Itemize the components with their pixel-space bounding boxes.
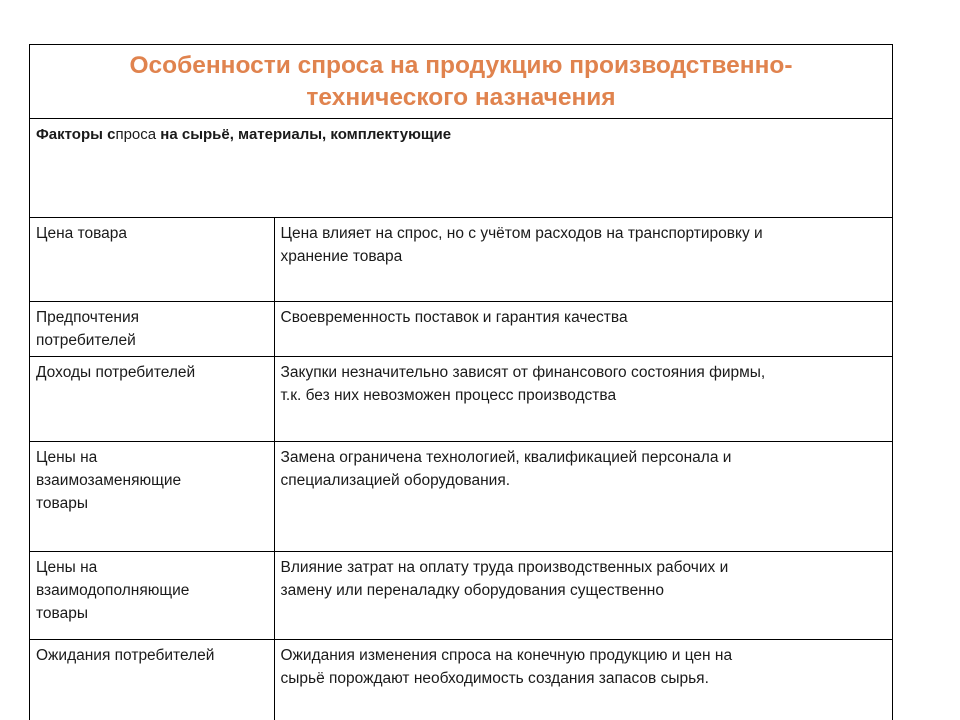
factor-cell — [30, 302, 274, 357]
factor-line: потребителей — [36, 332, 136, 349]
factor-line: Цена товара — [36, 225, 128, 242]
factor-line: товары — [36, 605, 88, 622]
table-row — [30, 442, 892, 552]
description-line: т.к. без них невозможен процесс производства — [280, 387, 617, 404]
table-row — [30, 357, 892, 442]
factor-cell — [30, 640, 274, 720]
factor-line: Цены на — [36, 559, 98, 576]
factor-line: Ожидания потребителей — [36, 647, 215, 664]
section-header-bold-1: Факторы с — [36, 126, 116, 143]
title-box — [30, 45, 892, 119]
table-row — [30, 552, 892, 640]
description-line: Своевременность поставок и гарантия качества — [280, 309, 628, 326]
factor-cell — [30, 552, 274, 640]
description-line: специализацией оборудования. — [280, 472, 511, 489]
table-row — [30, 218, 892, 302]
description-cell — [274, 357, 892, 442]
factor-cell — [30, 218, 274, 302]
description-line: сырьё порождают необходимость создания запасов сырья. — [280, 670, 709, 687]
description-cell — [274, 640, 892, 720]
section-header-bold-2: на сырьё, материалы, комплектующие — [156, 126, 452, 143]
factor-cell — [30, 357, 274, 442]
slide-frame — [29, 44, 893, 720]
factor-line: товары — [36, 495, 88, 512]
description-line: Ожидания изменения спроса на конечную продукцию и цен на — [280, 647, 733, 664]
description-cell — [274, 302, 892, 357]
factor-line: Доходы потребителей — [36, 364, 196, 381]
page-title-line-2: технического назначения — [306, 83, 616, 111]
section-header — [30, 119, 892, 217]
description-line: Замена ограничена технологией, квалификацией персонала и — [280, 449, 732, 466]
factor-cell — [30, 442, 274, 552]
factor-line: взаимозаменяющие — [36, 472, 182, 489]
factors-table — [30, 217, 892, 720]
description-line: Цена влияет на спрос, но с учётом расходов на транспортировку и — [280, 225, 763, 242]
table-row — [30, 302, 892, 357]
description-line: замену или переналадку оборудования существенно — [280, 582, 664, 599]
page-title-line-1: Особенности спроса на продукцию производственно- — [129, 51, 793, 79]
factor-line: Цены на — [36, 449, 98, 466]
description-cell — [274, 442, 892, 552]
description-cell — [274, 218, 892, 302]
description-line: хранение товара — [280, 248, 403, 265]
factor-line: взаимодополняющие — [36, 582, 190, 599]
factor-line: Предпочтения — [36, 309, 139, 326]
description-cell — [274, 552, 892, 640]
description-line: Закупки незначительно зависят от финансового состояния фирмы, — [280, 364, 766, 381]
table-row — [30, 640, 892, 720]
description-line: Влияние затрат на оплату труда производственных рабочих и — [280, 559, 729, 576]
section-header-light: проса — [115, 126, 157, 143]
